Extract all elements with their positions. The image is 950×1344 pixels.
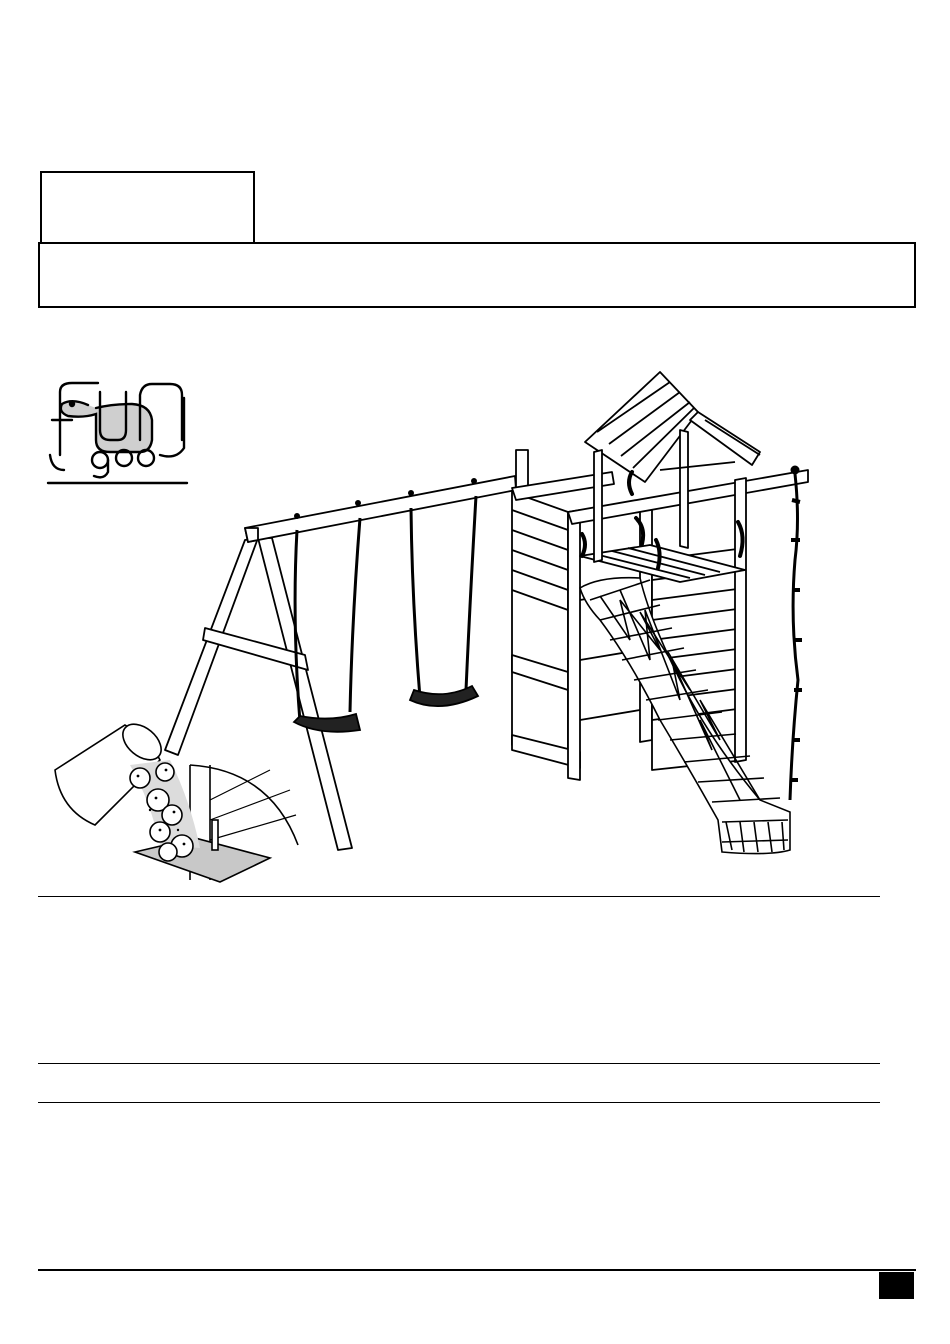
climbing-rope <box>790 467 802 800</box>
section-divider-lower <box>38 1102 880 1103</box>
page-number-box-icon <box>879 1272 914 1299</box>
section-divider-top <box>38 896 880 897</box>
footer-rule <box>38 1269 916 1271</box>
tower-structure <box>512 450 808 780</box>
swing-ropes <box>295 496 476 722</box>
swing-seats <box>294 686 478 732</box>
tower-roof <box>585 372 760 562</box>
fungoo-logo-icon <box>48 383 187 483</box>
section-divider-middle <box>38 1063 880 1064</box>
